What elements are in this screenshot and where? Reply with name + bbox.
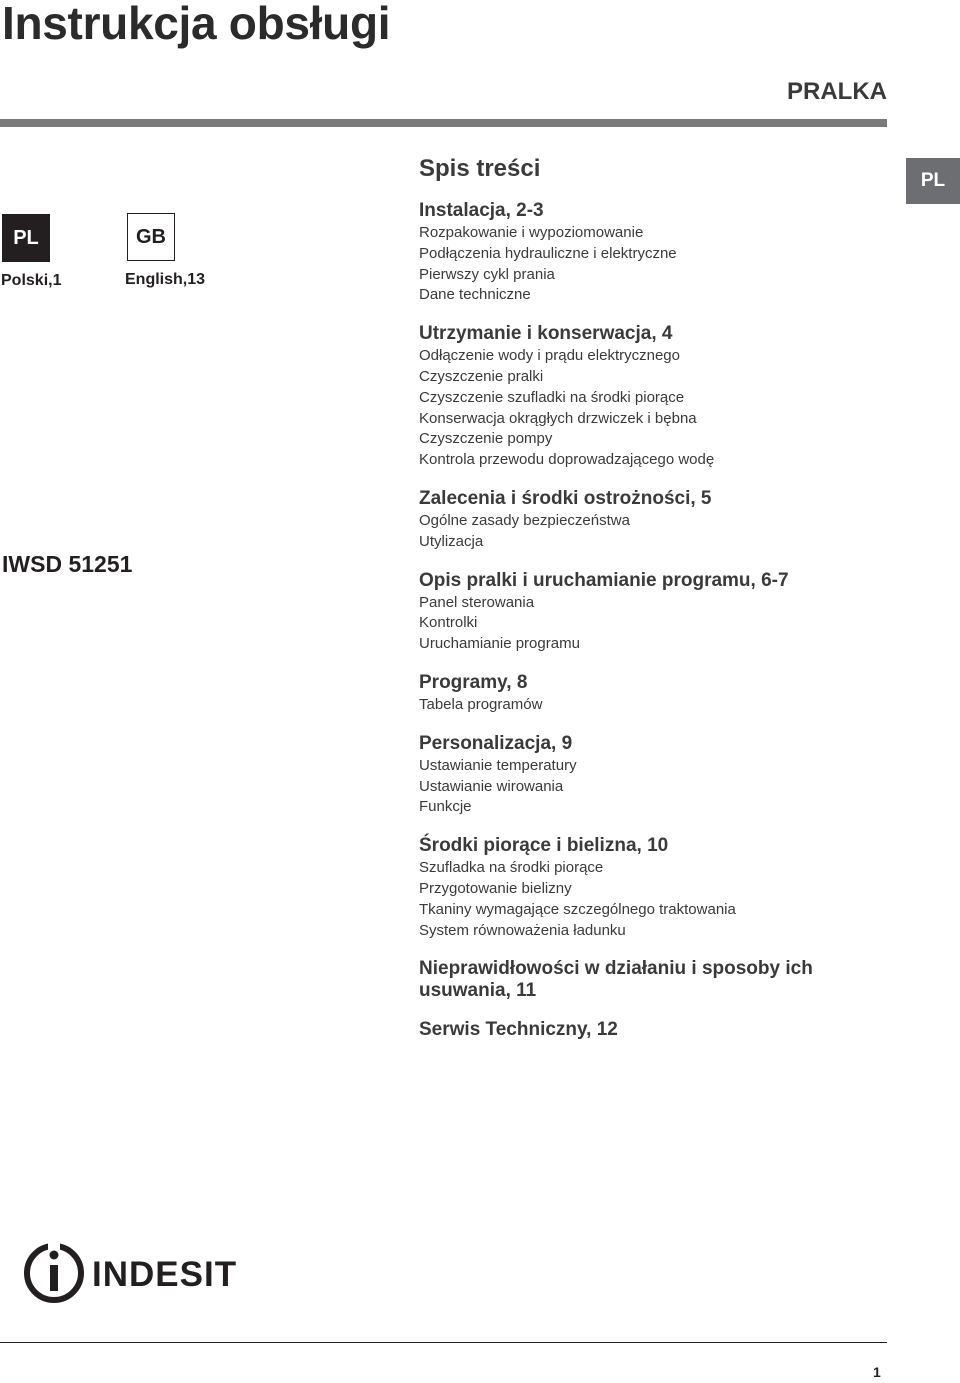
logo-dot-icon — [50, 1251, 59, 1260]
toc-section-title[interactable]: Utrzymanie i konserwacja, 4 — [419, 323, 673, 345]
toc-section-title[interactable]: Nieprawidłowości w działaniu i sposoby ich usuwania, 11 — [419, 958, 813, 1002]
toc-item[interactable]: Podłączenia hydrauliczne i elektryczne — [419, 244, 677, 262]
logo-stem-icon — [50, 1265, 58, 1291]
brand-wordmark: INDESIT — [92, 1255, 238, 1294]
page-number: 1 — [873, 1364, 881, 1380]
header-divider — [0, 119, 887, 127]
toc-item[interactable]: Kontrolki — [419, 614, 478, 632]
toc-item[interactable]: Konserwacja okrągłych drzwiczek i bębna — [419, 409, 697, 427]
toc-section-title[interactable]: Instalacja, 2-3 — [419, 200, 544, 221]
toc-section-title[interactable]: Zalecenia i środki ostrożności, 5 — [419, 487, 712, 509]
toc-sections — [419, 200, 889, 1041]
toc-item[interactable]: Tkaniny wymagające szczególnego traktowania — [419, 900, 736, 918]
toc-item[interactable]: Rozpakowanie i wypoziomowanie — [419, 224, 644, 241]
toc-section-title[interactable]: Środki piorące i bielizna, 10 — [419, 835, 669, 857]
toc-section — [419, 200, 889, 306]
toc-section-title[interactable]: Programy, 8 — [419, 671, 528, 693]
toc-item[interactable]: Panel sterowania — [419, 593, 535, 611]
toc-heading: Spis treści — [419, 155, 541, 182]
table-of-contents — [419, 154, 889, 1058]
model-number: IWSD 51251 — [2, 551, 133, 577]
toc-item[interactable]: Kontrola przewodu doprowadzającego wodę — [419, 451, 715, 469]
document-title: Instrukcja obsługi — [2, 0, 391, 49]
toc-section — [419, 958, 889, 1002]
toc-item[interactable]: Ustawianie temperatury — [419, 756, 577, 774]
toc-section-title[interactable]: Opis pralki i uruchamianie programu, 6-7 — [419, 569, 789, 591]
indesit-logo — [22, 1241, 272, 1305]
toc-item[interactable]: Tabela programów — [419, 695, 543, 713]
toc-item[interactable]: Czyszczenie szufladki na środki piorące — [419, 388, 685, 406]
language-label-gb: English,13 — [125, 271, 206, 288]
toc-item[interactable]: Pierwszy cykl prania — [419, 265, 555, 283]
toc-item[interactable]: System równoważenia ładunku — [419, 921, 626, 939]
toc-item[interactable]: Uruchamianie programu — [419, 635, 580, 653]
toc-item[interactable]: Szufladka na środki piorące — [419, 859, 604, 877]
toc-item[interactable]: Przygotowanie bielizny — [419, 879, 572, 897]
toc-item[interactable]: Dane techniczne — [419, 286, 531, 304]
toc-section — [419, 1019, 889, 1041]
toc-item[interactable]: Utylizacja — [419, 532, 484, 550]
footer-divider — [0, 1342, 887, 1343]
toc-item[interactable]: Czyszczenie pralki — [419, 367, 544, 385]
product-type: PRALKA — [787, 78, 887, 105]
toc-section — [419, 733, 889, 818]
toc-section-title[interactable]: Serwis Techniczny, 12 — [419, 1019, 618, 1041]
toc-item[interactable]: Ustawianie wirowania — [419, 777, 564, 795]
toc-item[interactable]: Funkcje — [419, 798, 472, 816]
language-label-pl: Polski,1 — [1, 272, 62, 289]
language-badge-pl[interactable]: PL — [2, 214, 50, 262]
language-side-tab[interactable]: PL — [906, 158, 960, 204]
toc-section — [419, 323, 889, 471]
toc-section — [419, 835, 889, 941]
language-badge-gb[interactable]: GB — [127, 213, 175, 261]
toc-section — [419, 672, 889, 716]
toc-section-title[interactable]: Personalizacja, 9 — [419, 732, 573, 754]
toc-section — [419, 570, 889, 655]
toc-section — [419, 488, 889, 553]
toc-item[interactable]: Odłączenie wody i prądu elektrycznego — [419, 347, 680, 365]
toc-item[interactable]: Ogólne zasady bezpieczeństwa — [419, 511, 630, 529]
toc-item[interactable]: Czyszczenie pompy — [419, 430, 553, 448]
